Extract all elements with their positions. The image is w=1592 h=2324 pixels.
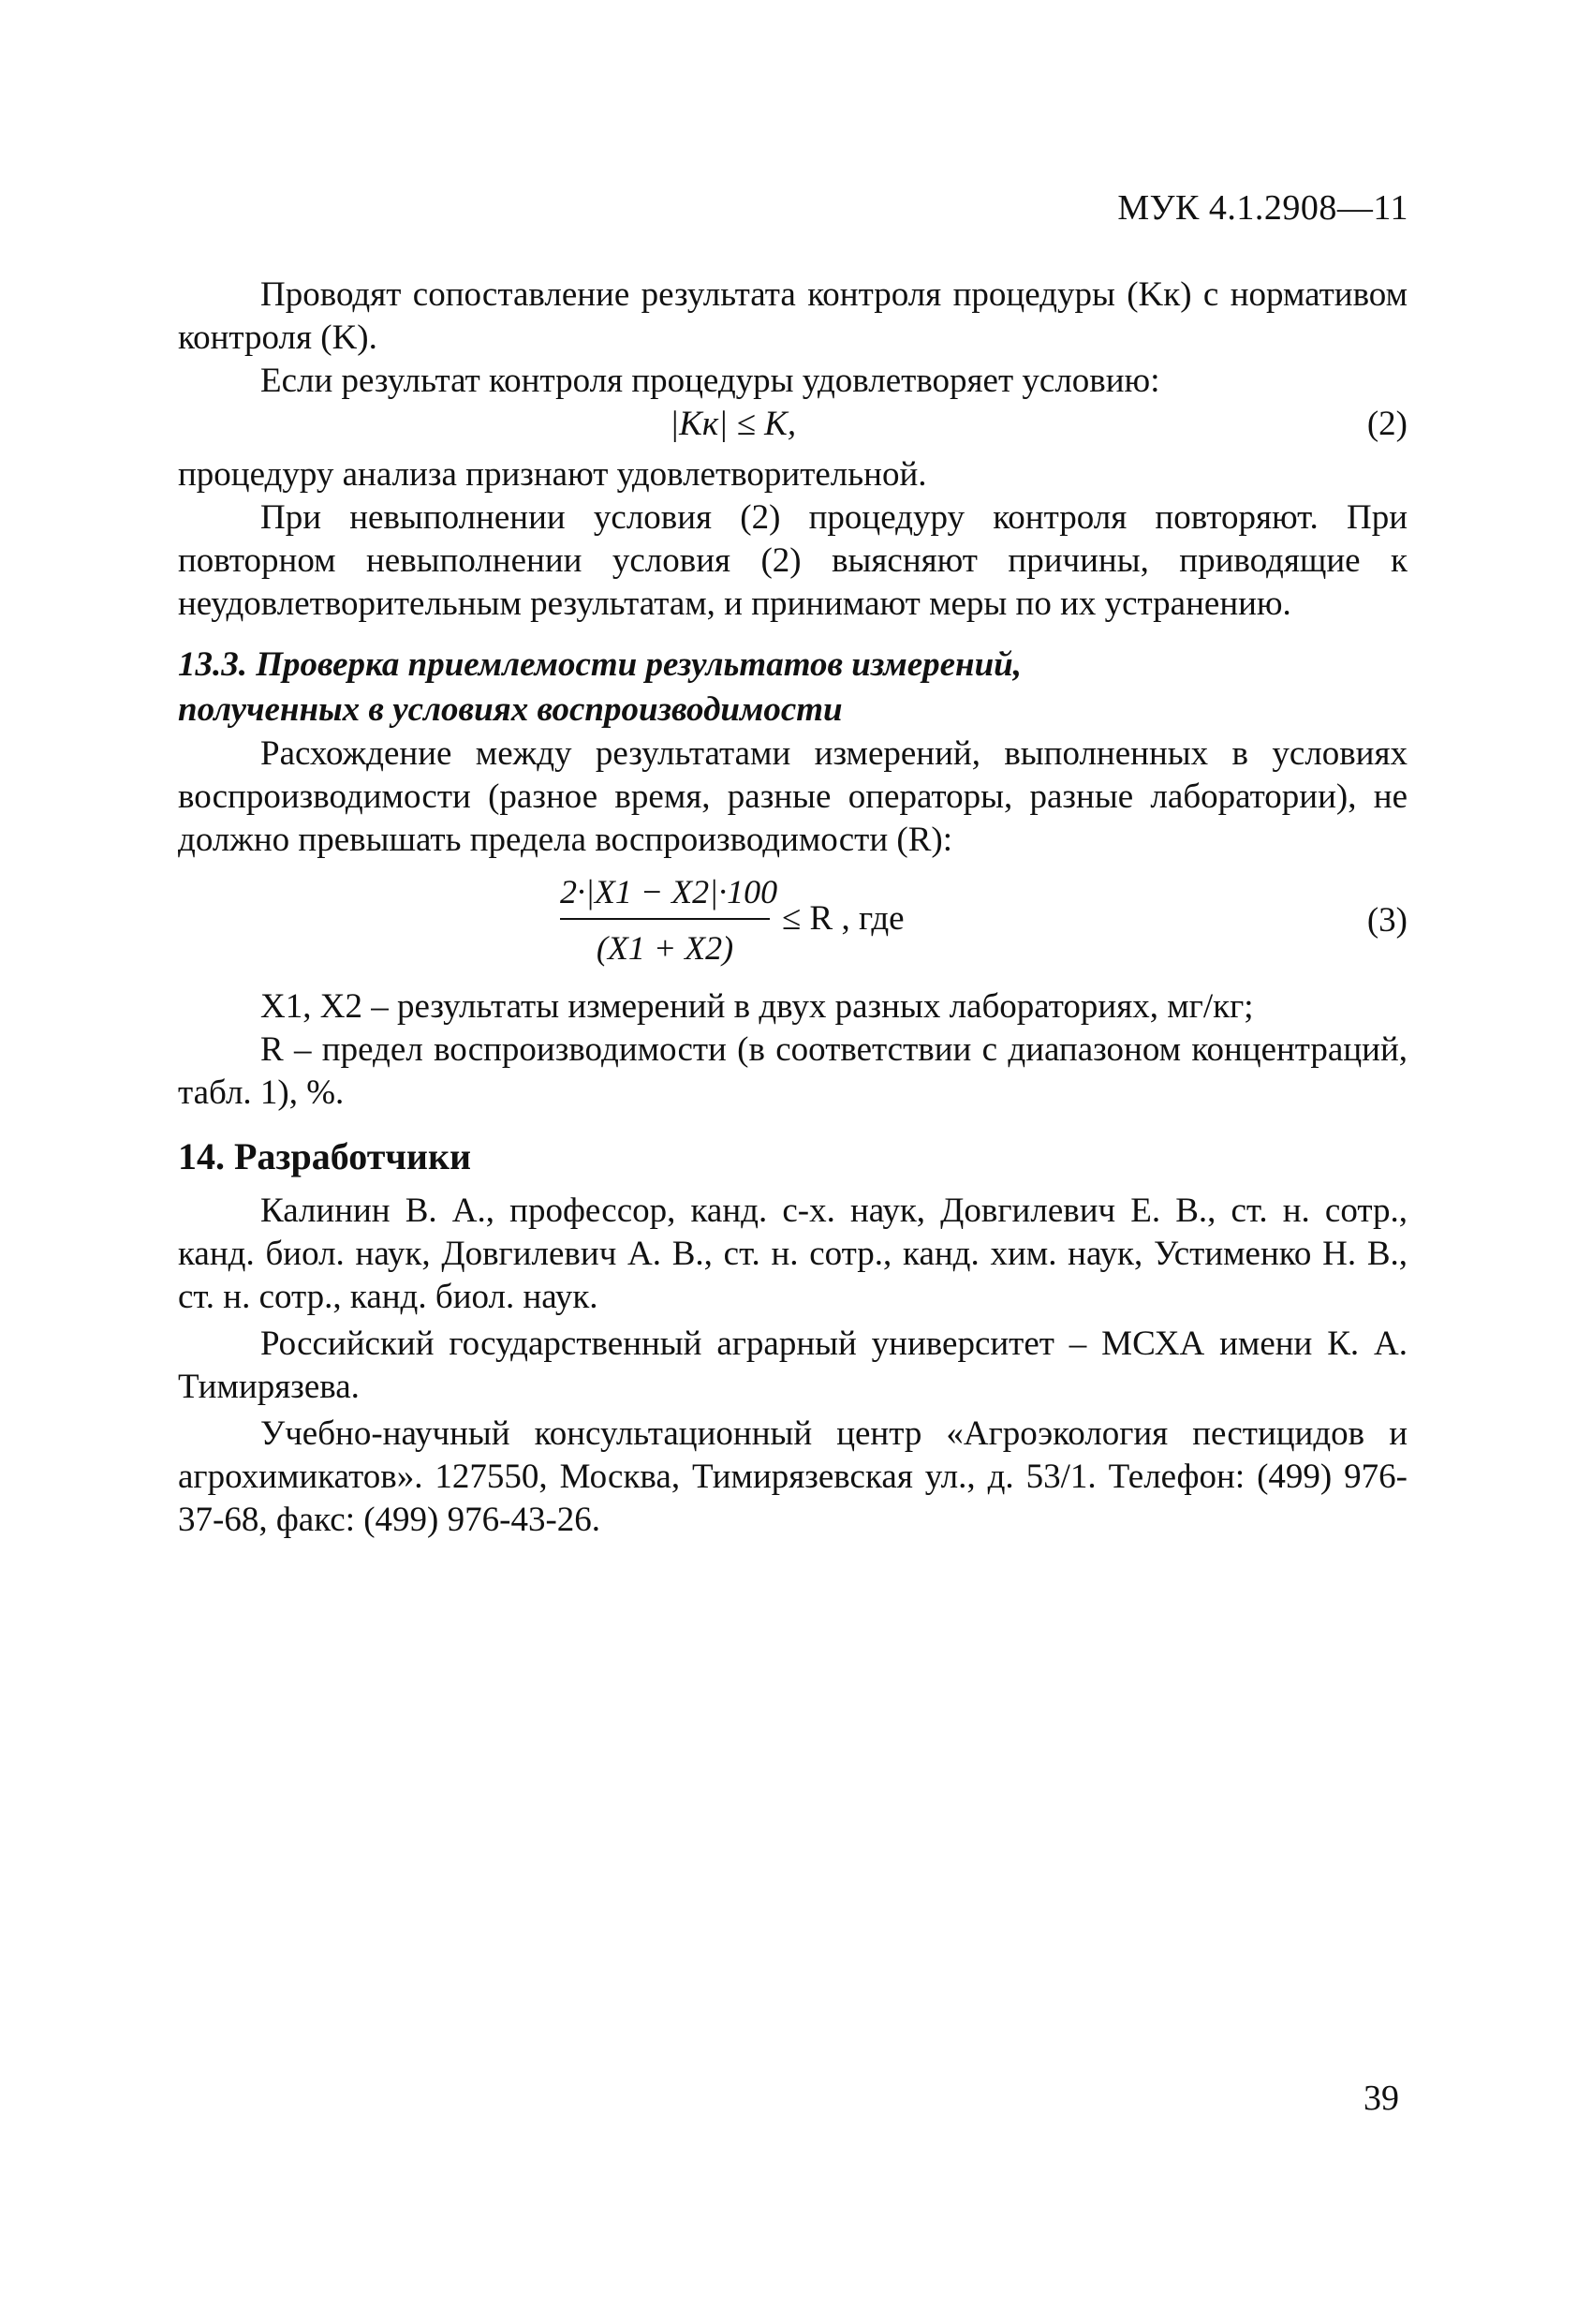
paragraph-condition-intro: Если результат контроля процедуры удовлетворяет условию:: [260, 362, 1160, 400]
paragraph-repeat-control: При невыполнении условия (2) процедуру контроля повторяют. При повторном невыполнении условия (2) выясняют причины, приводящие к неудовлетворительным результатам, и принимают меры по их устранению.: [178, 498, 1408, 623]
section-title-developers: 14. Разработчики: [178, 1135, 472, 1177]
subsection-title-line2: полученных в условиях воспроизводимости: [178, 690, 843, 729]
paragraph-reproducibility: Расхождение между результатами измерений, выполненных в условиях воспроизводимости (разное время, разные операторы, разные лаборатории), не должно превышать предела воспроизводимости (R):: [178, 734, 1408, 859]
fraction-bar: [560, 918, 770, 920]
formula-3-fraction: [560, 869, 778, 970]
paragraph-r-definition: R – предел воспроизводимости (в соответствии с диапазоном концентраций, табл. 1), %.: [178, 1030, 1408, 1112]
formula-3-numerator: 2·|X1 − X2|·100: [560, 873, 778, 910]
formula-2-number: (2): [1366, 405, 1408, 443]
paragraph-x-definition: X1, X2 – результаты измерений в двух разных лабораториях, мг/кг;: [260, 987, 1254, 1026]
paragraph-university: Российский государственный аграрный университет – МСХА имени К. А. Тимирязева.: [178, 1325, 1408, 1406]
page-content: [178, 274, 1408, 1542]
formula-3-denominator: (X1 + X2): [596, 929, 734, 967]
formula-3-number: (3): [1366, 901, 1408, 940]
formula-3-rest: ≤ R , где: [782, 899, 905, 938]
paragraph-comparison: Проводят сопоставление результата контроля процедуры (Kк) с нормативом контроля (K).: [178, 275, 1408, 357]
document-code-header: МУК 4.1.2908—11: [1117, 188, 1408, 228]
subsection-title-line1: 13.3. Проверка приемлемости результатов измерений,: [178, 645, 1023, 684]
page-number: 39: [1364, 2079, 1399, 2118]
formula-2: [178, 403, 1408, 453]
formula-3: [178, 869, 1408, 985]
paragraph-center: Учебно-научный консультационный центр «Агроэкология пестицидов и агрохимикатов». 127550, Москва, Тимирязевская ул., д. 53/1. Телефон: (499) 976-37-68, факс: (499) 976-43-26.: [178, 1414, 1408, 1539]
paragraph-satisfactory: процедуру анализа признают удовлетворительной.: [178, 455, 927, 494]
paragraph-authors: Калинин В. А., профессор, канд. с-х. наук, Довгилевич Е. В., ст. н. сотр., канд. биол. наук, Довгилевич А. В., ст. н. сотр., канд. хим. наук, Устименко Н. В., ст. н. сотр., канд. биол. наук.: [178, 1192, 1408, 1316]
subsection-title: [178, 643, 1408, 733]
formula-2-expression: |Kк| ≤ K,: [670, 405, 797, 443]
